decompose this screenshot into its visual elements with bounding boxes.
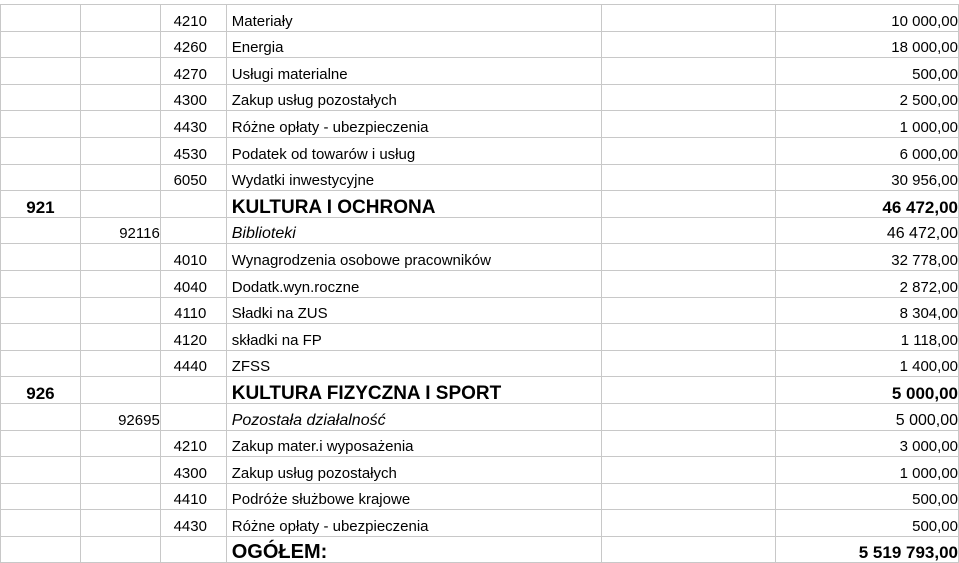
amount-spacer-cell [601, 510, 776, 537]
name-cell: Sładki na ZUS [226, 297, 601, 324]
dzial-cell [1, 137, 81, 164]
amount-spacer-cell [601, 5, 776, 32]
name-cell: Zakup usług pozostałych [226, 84, 601, 111]
name-cell: Podatek od towarów i usług [226, 137, 601, 164]
name-cell: Dodatk.wyn.roczne [226, 270, 601, 297]
paragraf-cell: 4110 [160, 297, 226, 324]
amount-spacer-cell [601, 31, 776, 58]
subsection-row [1, 217, 959, 244]
paragraf-cell: 6050 [160, 164, 226, 191]
table-row [1, 137, 959, 164]
name-cell: Zakup mater.i wyposażenia [226, 430, 601, 457]
rozdzial-cell [80, 483, 160, 510]
amount-cell: 5 000,00 [776, 377, 959, 404]
dzial-cell [1, 297, 81, 324]
table-row [1, 510, 959, 537]
amount-cell: 500,00 [776, 483, 959, 510]
amount-cell: 500,00 [776, 510, 959, 537]
amount-spacer-cell [601, 244, 776, 271]
rozdzial-cell [80, 430, 160, 457]
rozdzial-cell [80, 84, 160, 111]
paragraf-cell: 4260 [160, 31, 226, 58]
paragraf-cell [160, 191, 226, 218]
budget-table-body [1, 5, 959, 563]
rozdzial-cell [80, 58, 160, 85]
dzial-cell [1, 324, 81, 351]
table-row [1, 324, 959, 351]
amount-spacer-cell [601, 457, 776, 484]
name-cell: Wynagrodzenia osobowe pracowników [226, 244, 601, 271]
table-row [1, 457, 959, 484]
rozdzial-cell [80, 191, 160, 218]
name-cell: Podróże służbowe krajowe [226, 483, 601, 510]
rozdzial-cell [80, 377, 160, 404]
paragraf-cell [160, 217, 226, 244]
total-amount: 5 519 793,00 [776, 536, 959, 563]
rozdzial-cell [80, 5, 160, 32]
amount-spacer-cell [601, 430, 776, 457]
amount-spacer-cell [601, 377, 776, 404]
table-row [1, 244, 959, 271]
paragraf-cell: 4530 [160, 137, 226, 164]
rozdzial-cell [80, 270, 160, 297]
paragraf-cell: 4300 [160, 84, 226, 111]
amount-spacer-cell [601, 324, 776, 351]
amount-cell: 8 304,00 [776, 297, 959, 324]
rozdzial-cell [80, 244, 160, 271]
section-row [1, 191, 959, 218]
table-row [1, 5, 959, 32]
name-cell: Zakup usług pozostałych [226, 457, 601, 484]
dzial-cell [1, 84, 81, 111]
dzial-cell [1, 403, 81, 430]
paragraf-cell: 4430 [160, 510, 226, 537]
dzial-cell [1, 457, 81, 484]
dzial-cell [1, 31, 81, 58]
name-cell: KULTURA FIZYCZNA I SPORT [226, 377, 601, 404]
amount-cell: 30 956,00 [776, 164, 959, 191]
paragraf-cell: 4430 [160, 111, 226, 138]
paragraf-cell [160, 403, 226, 430]
table-row [1, 350, 959, 377]
paragraf-cell: 4010 [160, 244, 226, 271]
section-row [1, 377, 959, 404]
dzial-cell: 926 [1, 377, 81, 404]
name-cell: Energia [226, 31, 601, 58]
rozdzial-cell [80, 31, 160, 58]
rozdzial-cell [80, 111, 160, 138]
rozdzial-cell [80, 164, 160, 191]
table-row [1, 31, 959, 58]
dzial-cell [1, 270, 81, 297]
rozdzial-cell [80, 350, 160, 377]
table-row [1, 84, 959, 111]
amount-cell: 6 000,00 [776, 137, 959, 164]
paragraf-cell: 4120 [160, 324, 226, 351]
amount-cell: 46 472,00 [776, 191, 959, 218]
dzial-cell [1, 58, 81, 85]
amount-cell: 5 000,00 [776, 403, 959, 430]
rozdzial-cell [80, 137, 160, 164]
amount-spacer-cell [601, 270, 776, 297]
table-row [1, 111, 959, 138]
paragraf-cell: 4440 [160, 350, 226, 377]
dzial-cell [1, 244, 81, 271]
budget-table [0, 4, 959, 563]
table-row [1, 164, 959, 191]
amount-cell: 3 000,00 [776, 430, 959, 457]
name-cell: Materiały [226, 5, 601, 32]
paragraf-cell: 4270 [160, 58, 226, 85]
table-row [1, 483, 959, 510]
name-cell: Wydatki inwestycyjne [226, 164, 601, 191]
total-label: OGÓŁEM: [226, 536, 601, 563]
dzial-cell [1, 217, 81, 244]
rozdzial-cell: 92695 [80, 403, 160, 430]
amount-cell: 18 000,00 [776, 31, 959, 58]
amount-spacer-cell [601, 217, 776, 244]
dzial-cell: 921 [1, 191, 81, 218]
name-cell: Usługi materialne [226, 58, 601, 85]
amount-cell: 32 778,00 [776, 244, 959, 271]
amount-cell: 1 000,00 [776, 457, 959, 484]
name-cell: KULTURA I OCHRONA [226, 191, 601, 218]
amount-cell: 500,00 [776, 58, 959, 85]
name-cell: Różne opłaty - ubezpieczenia [226, 111, 601, 138]
amount-cell: 2 500,00 [776, 84, 959, 111]
dzial-cell [1, 111, 81, 138]
amount-spacer-cell [601, 111, 776, 138]
amount-spacer-cell [601, 483, 776, 510]
name-cell: Różne opłaty - ubezpieczenia [226, 510, 601, 537]
amount-cell: 2 872,00 [776, 270, 959, 297]
amount-cell: 1 400,00 [776, 350, 959, 377]
subsection-row [1, 403, 959, 430]
name-cell: Biblioteki [226, 217, 601, 244]
rozdzial-cell: 92116 [80, 217, 160, 244]
paragraf-cell: 4210 [160, 430, 226, 457]
amount-spacer-cell [601, 403, 776, 430]
rozdzial-cell [80, 324, 160, 351]
paragraf-cell: 4300 [160, 457, 226, 484]
amount-spacer-cell [601, 350, 776, 377]
paragraf-cell [160, 377, 226, 404]
amount-cell: 1 118,00 [776, 324, 959, 351]
dzial-cell [1, 5, 81, 32]
name-cell: Pozostała działalność [226, 403, 601, 430]
paragraf-cell: 4210 [160, 5, 226, 32]
table-row [1, 430, 959, 457]
amount-spacer-cell [601, 164, 776, 191]
amount-cell: 1 000,00 [776, 111, 959, 138]
amount-spacer-cell [601, 191, 776, 218]
rozdzial-cell [80, 297, 160, 324]
amount-spacer-cell [601, 58, 776, 85]
rozdzial-cell [80, 457, 160, 484]
dzial-cell [1, 483, 81, 510]
amount-spacer-cell [601, 297, 776, 324]
rozdzial-cell [80, 510, 160, 537]
amount-spacer-cell [601, 84, 776, 111]
dzial-cell [1, 350, 81, 377]
paragraf-cell: 4040 [160, 270, 226, 297]
dzial-cell [1, 430, 81, 457]
amount-cell: 10 000,00 [776, 5, 959, 32]
table-row [1, 297, 959, 324]
table-row [1, 270, 959, 297]
paragraf-cell: 4410 [160, 483, 226, 510]
dzial-cell [1, 510, 81, 537]
amount-spacer-cell [601, 137, 776, 164]
table-row [1, 58, 959, 85]
name-cell: ZFSS [226, 350, 601, 377]
dzial-cell [1, 164, 81, 191]
amount-cell: 46 472,00 [776, 217, 959, 244]
name-cell: składki na FP [226, 324, 601, 351]
